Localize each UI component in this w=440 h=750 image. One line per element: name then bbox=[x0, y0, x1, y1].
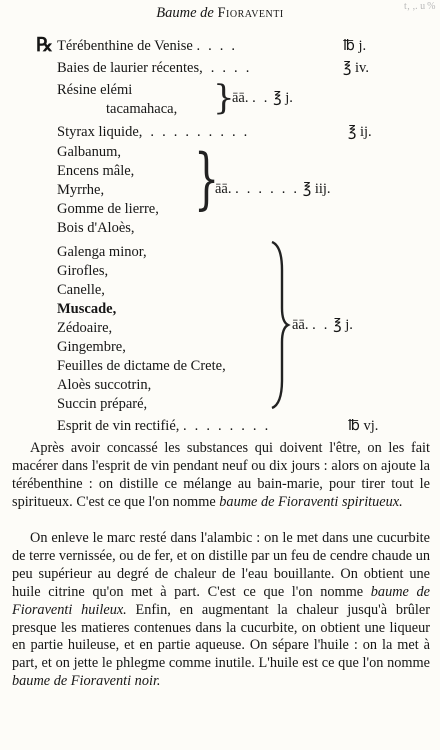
ingredient-name: Térébenthine de Venise bbox=[57, 38, 193, 54]
ingredient-name: Canelle, bbox=[57, 282, 105, 298]
ingredient-name: Muscade, bbox=[57, 301, 117, 317]
ingredient-line bbox=[57, 59, 252, 77]
leader-dots: , . . . . . . . . . bbox=[138, 124, 250, 140]
leader-dots: . . . . . . bbox=[235, 181, 300, 197]
paragraph-text: On enleve le marc resté dans l'alambic : on le met dans une cucurbite de terre vernissée, ou de fer, et on distille par un feu de cendre chaude un peu supérieur au degré de chaleur de l'eau bouillante. On obtient une huile citrine qu'on met à part. C'est ce que l'on nomme bbox=[12, 530, 430, 600]
ingredient-line bbox=[57, 123, 249, 141]
leader-dots: . . bbox=[252, 90, 270, 106]
ingredient-name: Girofles, bbox=[57, 263, 109, 279]
leader-dots: . . . . bbox=[196, 38, 238, 54]
ingredient-line bbox=[57, 417, 270, 435]
group-measure-value: ℥ iij. bbox=[302, 181, 331, 197]
paragraph-italic: baume de Fioraventi huileux. bbox=[12, 583, 430, 618]
ingredient-measure: ℔ vj. bbox=[348, 418, 379, 434]
recipe-symbol: ℞ bbox=[36, 34, 54, 56]
ingredient-name: Galbanum, bbox=[57, 144, 122, 160]
ingredient-name: Gomme de lierre, bbox=[57, 201, 159, 217]
group-measure-value: ℥ j. bbox=[273, 90, 293, 106]
ingredient-name: Zédoaire, bbox=[57, 320, 113, 336]
group-abbr: āā. bbox=[215, 181, 232, 197]
ingredient-name: Myrrhe, bbox=[57, 182, 105, 198]
ingredient-name: Aloès succotrin, bbox=[57, 377, 152, 393]
group-abbr: āā. bbox=[232, 90, 249, 106]
paragraph-italic: baume de Fioraventi noir. bbox=[12, 673, 161, 690]
ingredient-measure: ℔ j. bbox=[343, 38, 367, 54]
ingredient-name: Feuilles de dictame de Crete, bbox=[57, 358, 226, 374]
paragraph-text: Enfin, en augmentant la chaleur jusqu'à brûler presque les matieres contenues dans la cucurbite, on obtient une liqueur en partie huileuse, et en partie aqueuse. On sépare l'huile : on la met à part, et on jette le phlegme comme inutile. L'huile est ce que l'on nomme bbox=[12, 601, 430, 672]
ingredient-name: Bois d'Aloès, bbox=[57, 220, 135, 236]
ingredient-name: Esprit de vin rectifié, bbox=[57, 418, 180, 434]
paragraph-italic: baume de Fioraventi spiritueux. bbox=[219, 493, 403, 510]
group-measure bbox=[215, 180, 331, 198]
ingredient-name: Résine elémi bbox=[57, 82, 133, 98]
leader-dots: . . bbox=[312, 317, 330, 333]
ingredient-name: Encens mâle, bbox=[57, 163, 135, 179]
title-prefix: Baume de bbox=[156, 5, 214, 21]
leader-dots: , . . . . bbox=[199, 60, 252, 76]
ingredient-name: Gingembre, bbox=[57, 339, 126, 355]
page-title bbox=[0, 5, 440, 22]
group-abbr: āā. bbox=[292, 317, 309, 333]
leader-dots: . . . . . . . . bbox=[183, 418, 271, 434]
bleed-through-mark: t‚ ,. u % bbox=[404, 1, 436, 12]
ingredient-line bbox=[57, 37, 237, 55]
ingredient-name: tacamahaca, bbox=[106, 101, 178, 117]
ingredient-name: Styrax liquide bbox=[57, 124, 139, 140]
ingredient-name: Galenga minor, bbox=[57, 244, 147, 260]
title-name: Fioraventi bbox=[217, 5, 284, 21]
group-brace: } bbox=[194, 140, 220, 217]
ingredient-measure: ℥ iv. bbox=[343, 60, 369, 76]
ingredient-measure: ℥ ij. bbox=[348, 124, 372, 140]
paragraph-text: Après avoir concassé les substances qui doivent l'être, on les fait macérer dans l'esprit de vin pendant neuf ou dix jours : alors on ajoute la térébenthine : on distille ce mélange au bain-marie, pour tirer tout le spiritueux. C'est ce que l'on nomme bbox=[12, 440, 430, 510]
group-measure bbox=[232, 89, 293, 107]
ingredient-name: Baies de laurier récentes bbox=[57, 60, 200, 76]
group-brace: } bbox=[213, 78, 235, 118]
paragraph-maceration bbox=[12, 440, 430, 512]
ingredient-name: Succin préparé, bbox=[57, 396, 148, 412]
group-measure-value: ℥ j. bbox=[333, 317, 353, 333]
paragraph-distillation bbox=[12, 530, 430, 691]
group-brace bbox=[268, 240, 292, 410]
group-measure bbox=[292, 316, 353, 334]
